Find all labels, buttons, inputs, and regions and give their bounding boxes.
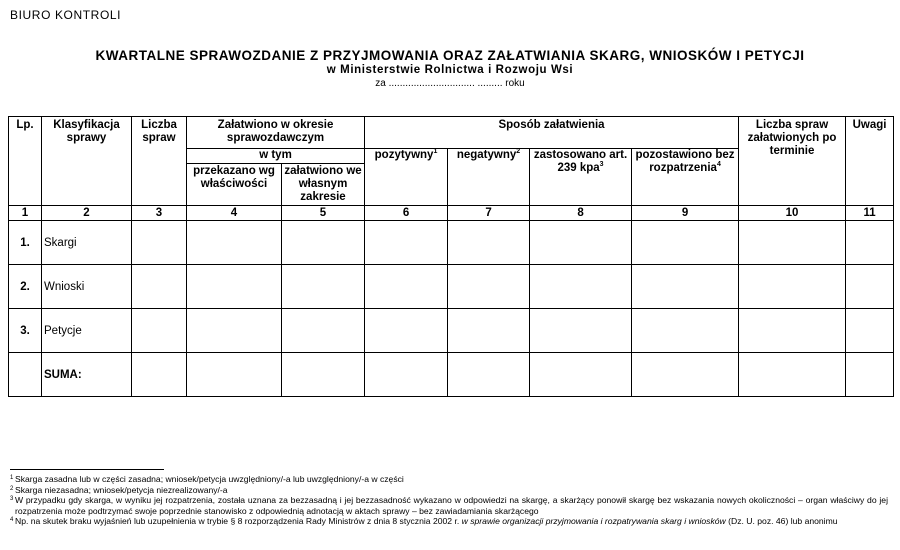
header-settled: Załatwiono w okresie sprawozdawczym [187,117,365,149]
table-cell[interactable] [187,221,282,265]
regulation-title: w sprawie organizacji przyjmowania i rozpatrywania skarg i wniosków [461,516,726,527]
table-cell[interactable] [448,221,530,265]
report-period: za ............................... ......... roku [375,78,525,89]
header-own-scope: załatwiono we własnym zakresie [282,164,365,206]
table-cell[interactable] [448,353,530,397]
table-cell[interactable] [282,221,365,265]
report-title: KWARTALNE SPRAWOZDANIE Z PRZYJMOWANIA ORAZ ZAŁATWIANIA SKARG, WNIOSKÓW I PETYCJI [95,48,805,63]
table-cell[interactable] [187,353,282,397]
table-cell[interactable] [530,265,632,309]
table-cell[interactable] [530,309,632,353]
table-cell[interactable] [282,309,365,353]
table-cell[interactable] [632,265,739,309]
column-number: 1 [9,206,42,221]
table-cell[interactable] [187,309,282,353]
header-art239: zastosowano art. 239 kpa$^3$ [530,149,632,206]
header-transferred: przekazano wg właściwości [187,164,282,206]
header-lp: Lp. [9,117,42,206]
footnote-text: Np. na skutek braku wyjaśnień lub uzupełnienia w trybie § 8 rozporządzenia Rady Ministrów z dnia 8 stycznia 2002 r. w sprawie organizacji przyjmowania i rozpatrywania skarg i wniosków (Dz. U. poz. 46) lub anonimu [15,516,838,527]
footnote-ref-4: 4 [716,161,721,169]
row-number: 1. [9,221,42,265]
table-cell[interactable] [739,309,846,353]
footnote-text: Skarga zasadna lub w części zasadna; wniosek/petycja uwzględniony/-a lub uwzględniony/-a w części [15,474,404,484]
footnote-mark: 3 [10,496,14,503]
column-number-row [9,206,894,221]
footnote-mark: 2 [10,485,14,492]
table-cell[interactable] [846,353,894,397]
table-cell[interactable] [448,309,530,353]
table-row [9,265,894,309]
report-table [8,116,894,397]
table-cell[interactable] [132,221,187,265]
header-count: Liczba spraw [132,117,187,206]
footnote [10,495,888,516]
header-negative: negatywny$^2$ [448,149,530,206]
column-number: 9 [632,206,739,221]
table-cell[interactable] [132,353,187,397]
table-cell[interactable] [632,309,739,353]
column-number: 7 [448,206,530,221]
column-number: 8 [530,206,632,221]
column-number: 5 [282,206,365,221]
header-on-time: Liczba spraw załatwionych po terminie [739,117,846,206]
table-cell[interactable] [530,353,632,397]
column-number: 10 [739,206,846,221]
header-positive: pozytywny$^1$ [365,149,448,206]
sum-label: SUMA: [42,353,132,397]
footnote [10,474,888,485]
table-cell[interactable] [282,353,365,397]
table-cell[interactable] [530,221,632,265]
row-number [9,353,42,397]
table-cell[interactable] [365,221,448,265]
report-subtitle: w Ministerstwie Rolnictwa i Rozwoju Wsi [326,64,574,76]
table-cell[interactable] [365,309,448,353]
row-number: 3. [9,309,42,353]
table-cell[interactable] [187,265,282,309]
footnote [10,485,888,496]
table-row [9,221,894,265]
footnote-divider [10,469,164,470]
footnote-text: W przypadku gdy skarga, w wyniku jej rozpatrzenia, została uznana za bezzasadną i jej bezzasadność wykazano w odpowiedzi na skargę, a skarżący ponowił skargę bez wskazania nowych okoliczności – organ właściwy do jej rozpatrzenia może podtrzymać swoje poprzednie stanowisko z odpowiednią adnotacją w aktach sprawy – bez zawiadamiania skarżącego [15,495,888,516]
footnote-ref-2: 2 [516,148,521,156]
header-method: Sposób załatwienia [365,117,739,149]
row-label: Skargi [42,221,132,265]
column-number: 11 [846,206,894,221]
table-cell[interactable] [365,265,448,309]
table-cell[interactable] [282,265,365,309]
table-cell[interactable] [739,353,846,397]
footnote-text: Skarga niezasadna; wniosek/petycja niezrealizowany/-a [15,484,228,495]
column-number: 4 [187,206,282,221]
sum-row [9,353,894,397]
table-cell[interactable] [846,221,894,265]
footnote-mark: 1 [10,475,14,481]
header-of-which: w tym [187,149,365,164]
table-row [9,309,894,353]
office-name: BIURO KONTROLI [10,8,122,22]
table-cell[interactable] [365,353,448,397]
column-number: 3 [132,206,187,221]
footnotes [10,474,888,527]
footnote-ref-3: 3 [599,161,604,169]
header-unprocessed: pozostawiono bez rozpatrzenia$^4$ [632,149,739,206]
table-cell[interactable] [632,353,739,397]
header-classification: Klasyfikacja sprawy [42,117,132,206]
table-cell[interactable] [132,309,187,353]
column-number: 2 [42,206,132,221]
table-cell[interactable] [448,265,530,309]
table-cell[interactable] [846,309,894,353]
column-number: 6 [365,206,448,221]
table-cell[interactable] [846,265,894,309]
footnote-ref-1: 1 [433,148,438,156]
row-number: 2. [9,265,42,309]
header-remarks: Uwagi [846,117,894,206]
row-label: Wnioski [42,265,132,309]
table-cell[interactable] [632,221,739,265]
table-cell[interactable] [739,265,846,309]
table-cell[interactable] [739,221,846,265]
row-label: Petycje [42,309,132,353]
footnote-mark: 4 [10,517,14,524]
footnote [10,516,888,527]
table-cell[interactable] [132,265,187,309]
